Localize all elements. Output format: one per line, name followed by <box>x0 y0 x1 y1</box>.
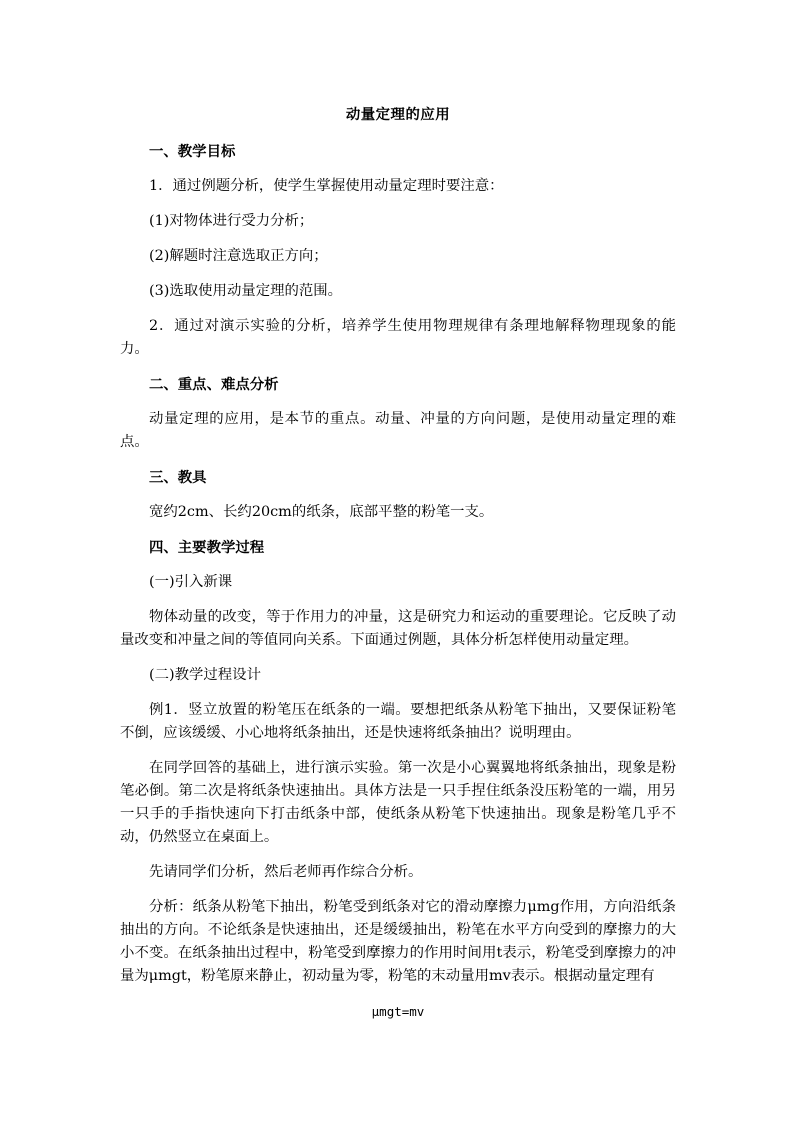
paragraph: (2)解题时注意选取正方向； <box>149 248 328 264</box>
paragraph: 动量定理的应用，是本节的重点。动量、冲量的方向问题，是使用动量定理的难点。 <box>120 411 676 450</box>
document-body <box>120 103 676 1023</box>
section-heading-objectives: 一、教学目标 <box>149 143 236 160</box>
section-heading-process: 四、主要教学过程 <box>149 539 265 556</box>
paragraph: (1)对物体进行受力分析； <box>149 213 314 229</box>
formula: μmgt=mv <box>371 1004 425 1019</box>
paragraph: 2．通过对演示实验的分析，培养学生使用物理规律有条理地解释物理现象的能力。 <box>120 318 676 357</box>
page-title: 动量定理的应用 <box>345 106 451 123</box>
section-heading-materials: 三、教具 <box>149 469 207 486</box>
paragraph: 分析：纸条从粉笔下抽出，粉笔受到纸条对它的滑动摩擦力μmg作用，方向沿纸条抽出的方向。不论纸条是快速抽出，还是缓缓抽出，粉笔在水平方向受到的摩擦力的大小不变。在纸条抽出过程中，粉笔受到摩擦力的作用时间用t表示，粉笔受到摩擦力的冲量为μmgt，粉笔原来静止，初动量为零，粉笔的末动量用mv表示。根据动量定理有 <box>120 899 676 984</box>
paragraph: 宽约2cm、长约20cm的纸条，底部平整的粉笔一支。 <box>149 504 494 520</box>
paragraph: 在同学回答的基础上，进行演示实验。第一次是小心翼翼地将纸条抽出，现象是粉笔必倒。第二次是将纸条快速抽出。具体方法是一只手捏住纸条没压粉笔的一端，用另一只手的手指快速向下打击纸条中部，使纸条从粉笔下快速抽出。现象是粉笔几乎不动，仍然竖立在桌面上。 <box>120 760 676 845</box>
paragraph: (一)引入新课 <box>149 574 233 590</box>
paragraph: 1．通过例题分析，使学生掌握使用动量定理时要注意： <box>149 178 504 194</box>
paragraph: (二)教学过程设计 <box>149 667 261 683</box>
paragraph: 物体动量的改变，等于作用力的冲量，这是研究力和运动的重要理论。它反映了动量改变和冲量之间的等值同向关系。下面通过例题，具体分析怎样使用动量定理。 <box>120 609 676 648</box>
section-heading-key-points: 二、重点、难点分析 <box>149 376 279 393</box>
paragraph: 例1．竖立放置的粉笔压在纸条的一端。要想把纸条从粉笔下抽出，又要保证粉笔不倒，应该缓缓、小心地将纸条抽出，还是快速将纸条抽出？说明理由。 <box>120 702 676 741</box>
paragraph: 先请同学们分析，然后老师再作综合分析。 <box>149 864 423 880</box>
paragraph: (3)选取使用动量定理的范围。 <box>149 283 343 299</box>
